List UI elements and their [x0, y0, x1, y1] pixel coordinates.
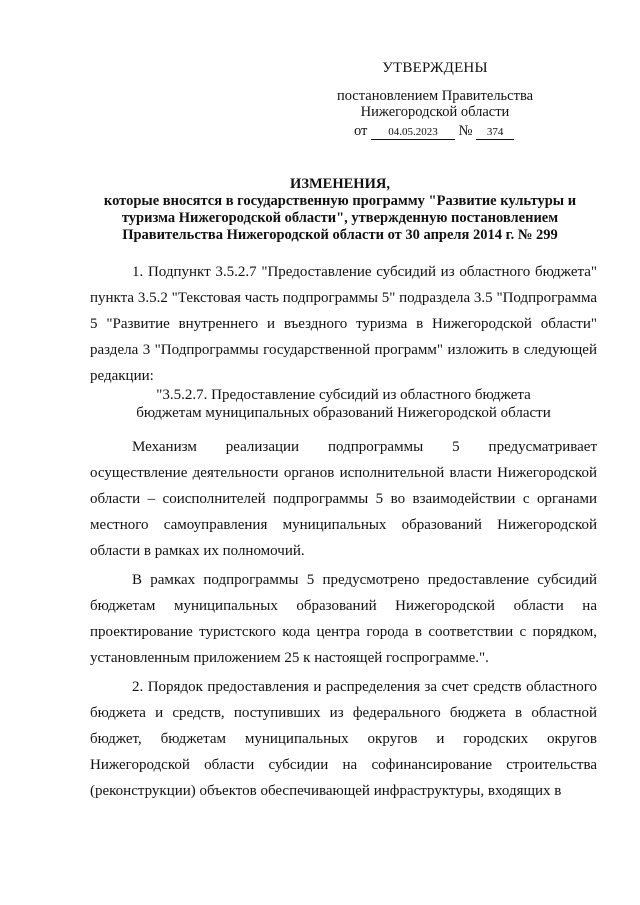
- approval-date: 04.05.2023: [371, 126, 455, 140]
- approval-authority: [330, 88, 540, 120]
- quoted-subsection-heading: [90, 386, 597, 422]
- title-line-1: ИЗМЕНЕНИЯ,: [290, 176, 390, 192]
- approval-line-1: постановлением Правительства: [336, 88, 534, 104]
- quote-heading-line-1: "3.5.2.7. Предоставление субсидий из областного бюджета: [156, 387, 531, 403]
- paragraph-2: Механизм реализации подпрограммы 5 предусматривает осуществление деятельности органов исполнительной власти Нижегородской области – соисполнителей подпрограммы 5 во взаимодействии с органами местного самоуправления муниципальных образований Нижегородской области в рамках их полномочий.: [90, 439, 597, 559]
- approval-from-label: от: [354, 123, 368, 139]
- paragraph-1: 1. Подпункт 3.5.2.7 "Предоставление субсидий из областного бюджета" пункта 3.5.2 "Текстовая часть подпрограммы 5" подраздела 3.5 "Подпрограмма 5 "Развитие внутреннего и въездного туризма в Нижегородской области" раздела 3 "Подпрограммы государственной программ" изложить в следующей редакции:: [90, 264, 597, 384]
- approval-line-2: Нижегородской области: [360, 104, 510, 120]
- approval-number: 374: [476, 126, 514, 140]
- approval-title: УТВЕРЖДЕНЫ: [382, 60, 488, 76]
- document-title: [80, 176, 600, 244]
- title-line-4: Правительства Нижегородской области от 30 апреля 2014 г. № 299: [122, 227, 558, 243]
- title-line-2: которые вносятся в государственную программу "Развитие культуры и: [103, 193, 577, 209]
- paragraph-3: В рамках подпрограммы 5 предусмотрено предоставление субсидий бюджетам муниципальных образований Нижегородской области на проектирование туристского кода центра города в соответствии с порядком, установленным приложением 25 к настоящей госпрограмме.".: [90, 572, 597, 666]
- quote-heading-line-2: бюджетам муниципальных образований Нижегородской области: [136, 405, 551, 421]
- paragraph-4: 2. Порядок предоставления и распределения за счет средств областного бюджета и средств, поступивших из федерального бюджета в областной бюджет, бюджетам муниципальных округов и городских округов Нижегородской области субсидии на софинансирование строительства (реконструкции) объектов обеспечивающей инфраструктуры, входящих в: [90, 679, 597, 799]
- title-line-3: туризма Нижегородской области", утвержденную постановлением: [121, 210, 559, 226]
- approval-date-line: [354, 123, 514, 140]
- approval-number-label: №: [458, 123, 473, 139]
